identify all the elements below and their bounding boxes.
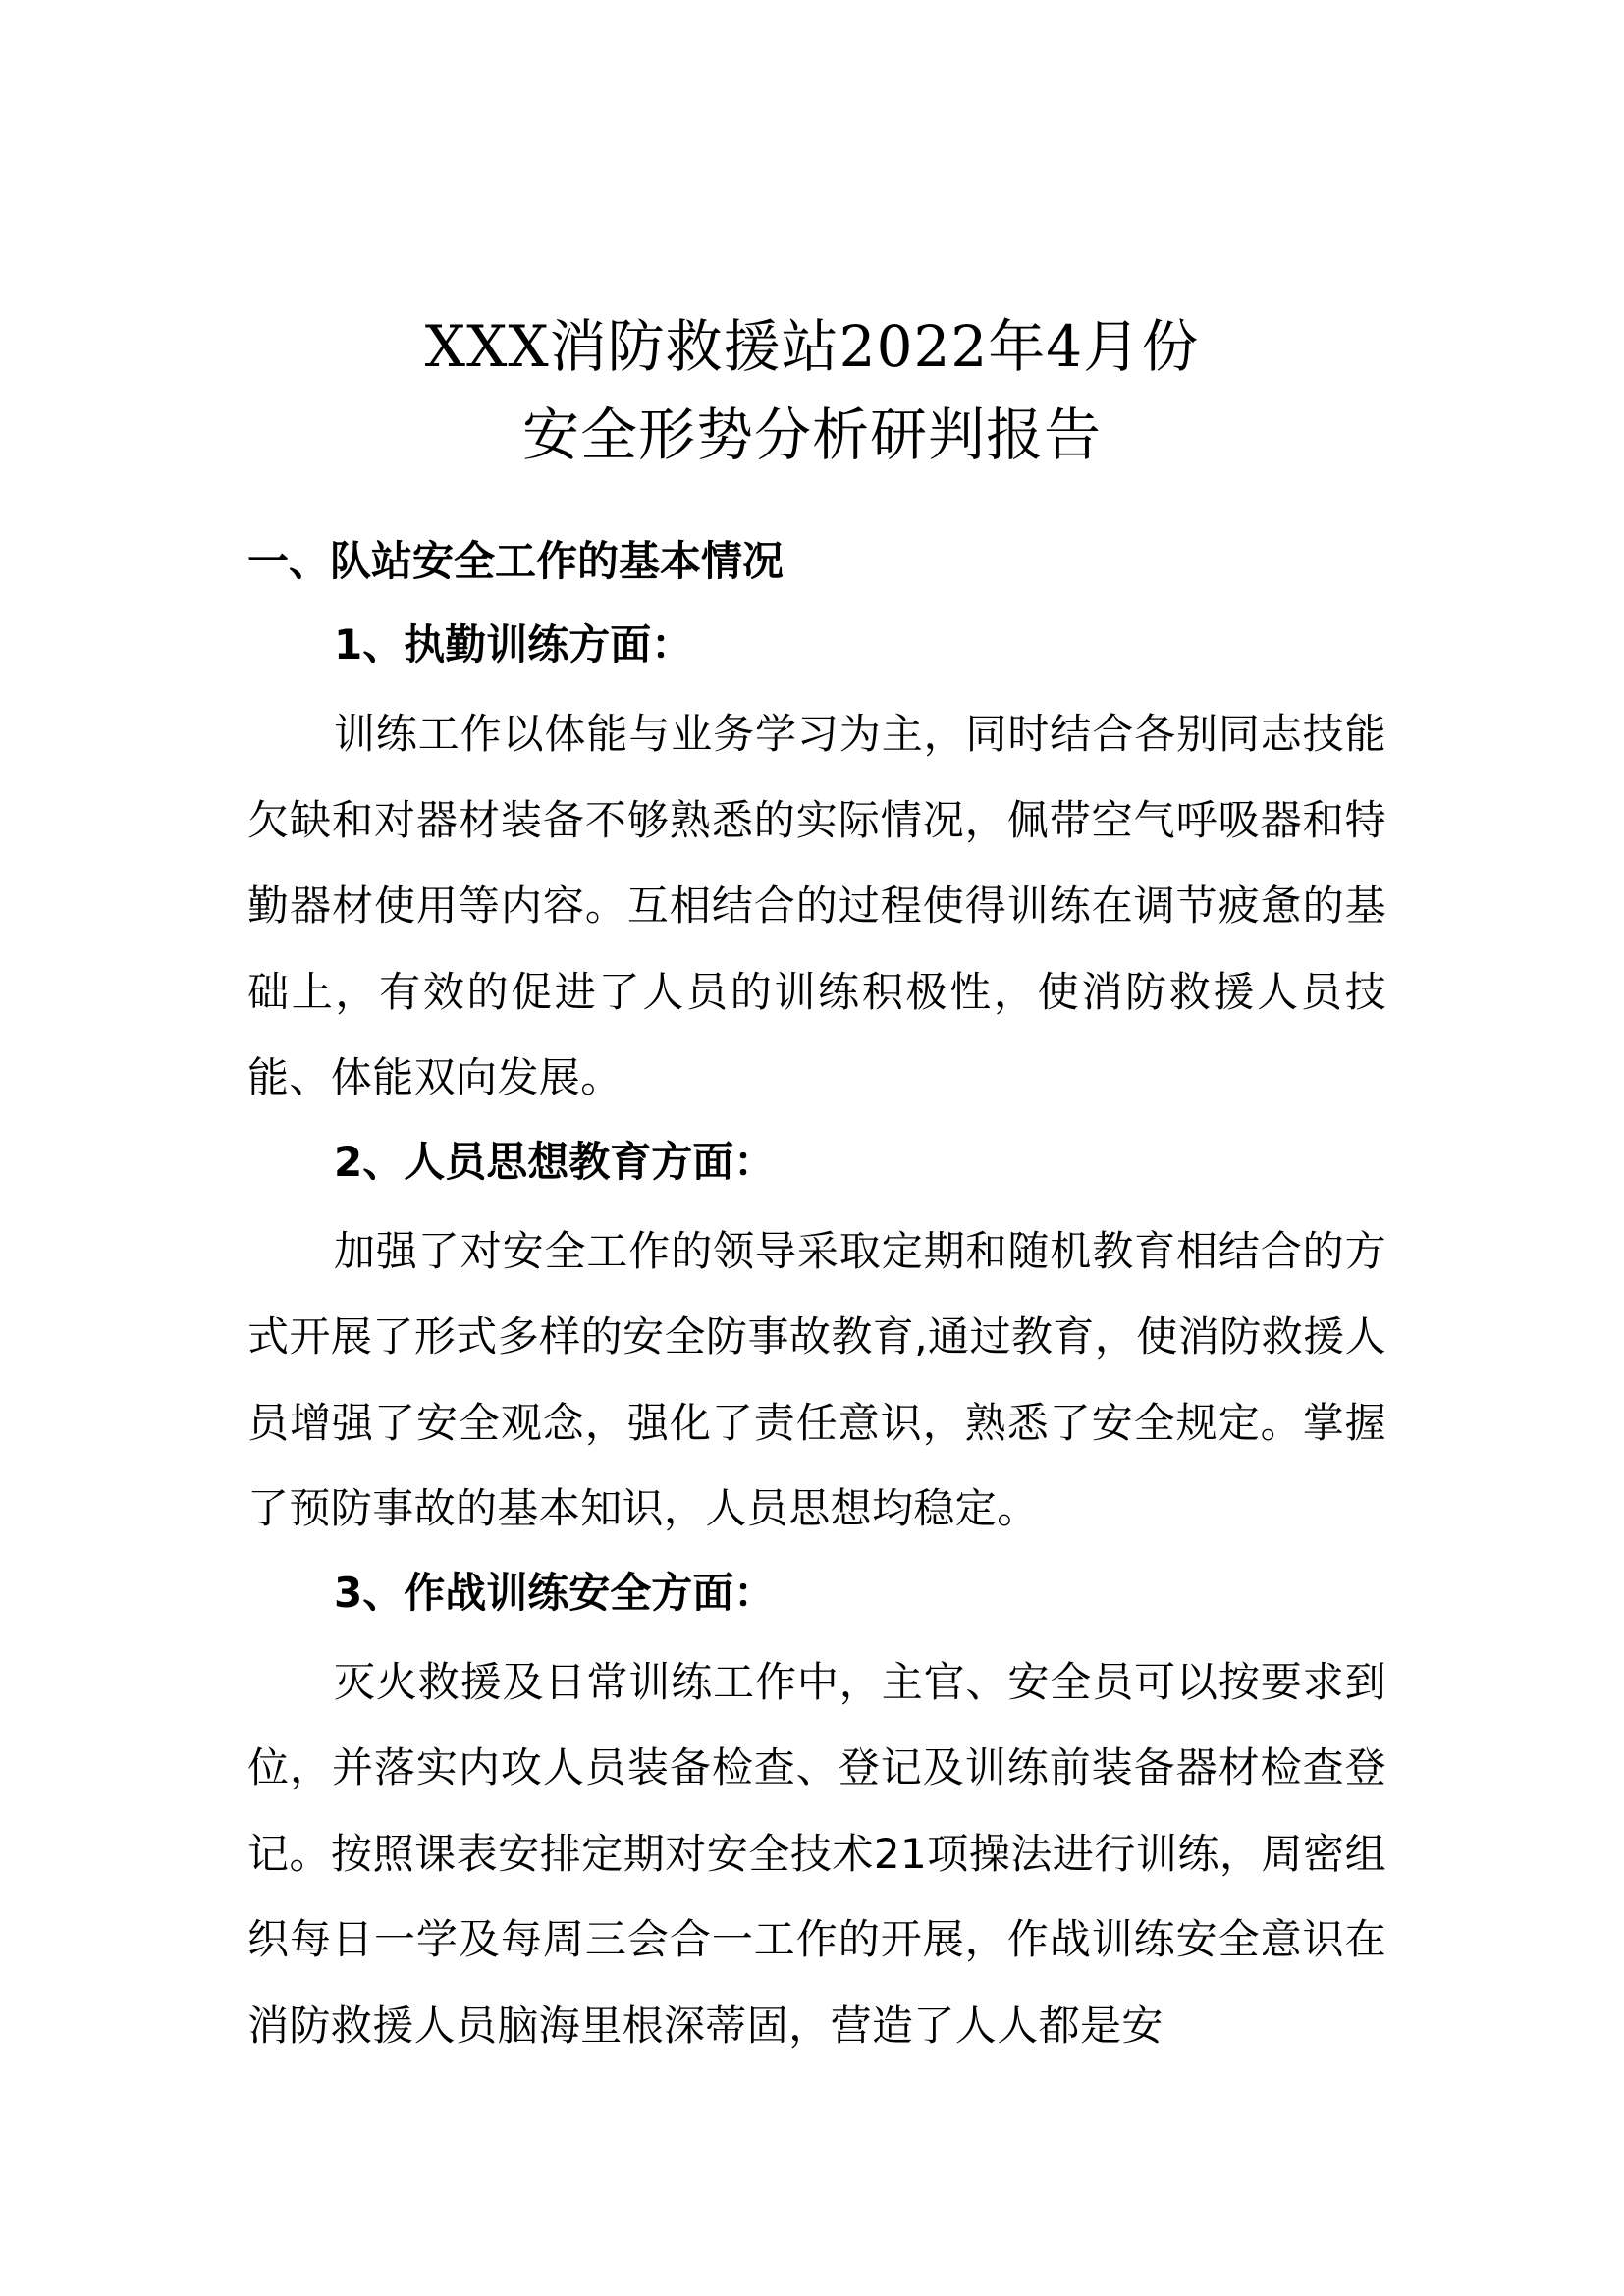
document-body — [247, 524, 1386, 2072]
subsection-1-paragraph: 训练工作以体能与业务学习为主，同时结合各别同志技能欠缺和对器材装备不够熟悉的实际情况，佩带空气呼吸器和特勤器材使用等内容。互相结合的过程使得训练在调节疲惫的基础上，有效的促进了人员的训练积极性，使消防救援人员技能、体能双向发展。 — [247, 710, 1386, 1101]
subsection-2-paragraph: 加强了对安全工作的领导采取定期和随机教育相结合的方式开展了形式多样的安全防事故教育,通过教育，使消防救援人员增强了安全观念，强化了责任意识，熟悉了安全规定。掌握了预防事故的基本知识，人员思想均稳定。 — [247, 1226, 1386, 1532]
subsection-1-heading: 1、执勤训练方面： — [334, 620, 693, 668]
subsection-3-heading: 3、作战训练安全方面： — [334, 1568, 776, 1617]
section-1-heading: 一、队站安全工作的基本情况 — [247, 537, 785, 585]
title-line-1: XXX消防救援站2022年4月份 — [424, 313, 1200, 380]
title-line-2: 安全形势分析研判报告 — [521, 401, 1102, 468]
document-title — [0, 302, 1624, 479]
subsection-2-heading: 2、人员思想教育方面： — [334, 1137, 776, 1186]
subsection-3-paragraph: 灭火救援及日常训练工作中，主官、安全员可以按要求到位，并落实内攻人员装备检查、登记及训练前装备器材检查登记。按照课表安排定期对安全技术21项操法进行训练，周密组织每日一学及每周三会合一工作的开展，作战训练安全意识在消防救援人员脑海里根深蒂固，营造了人人都是安 — [247, 1657, 1386, 2050]
